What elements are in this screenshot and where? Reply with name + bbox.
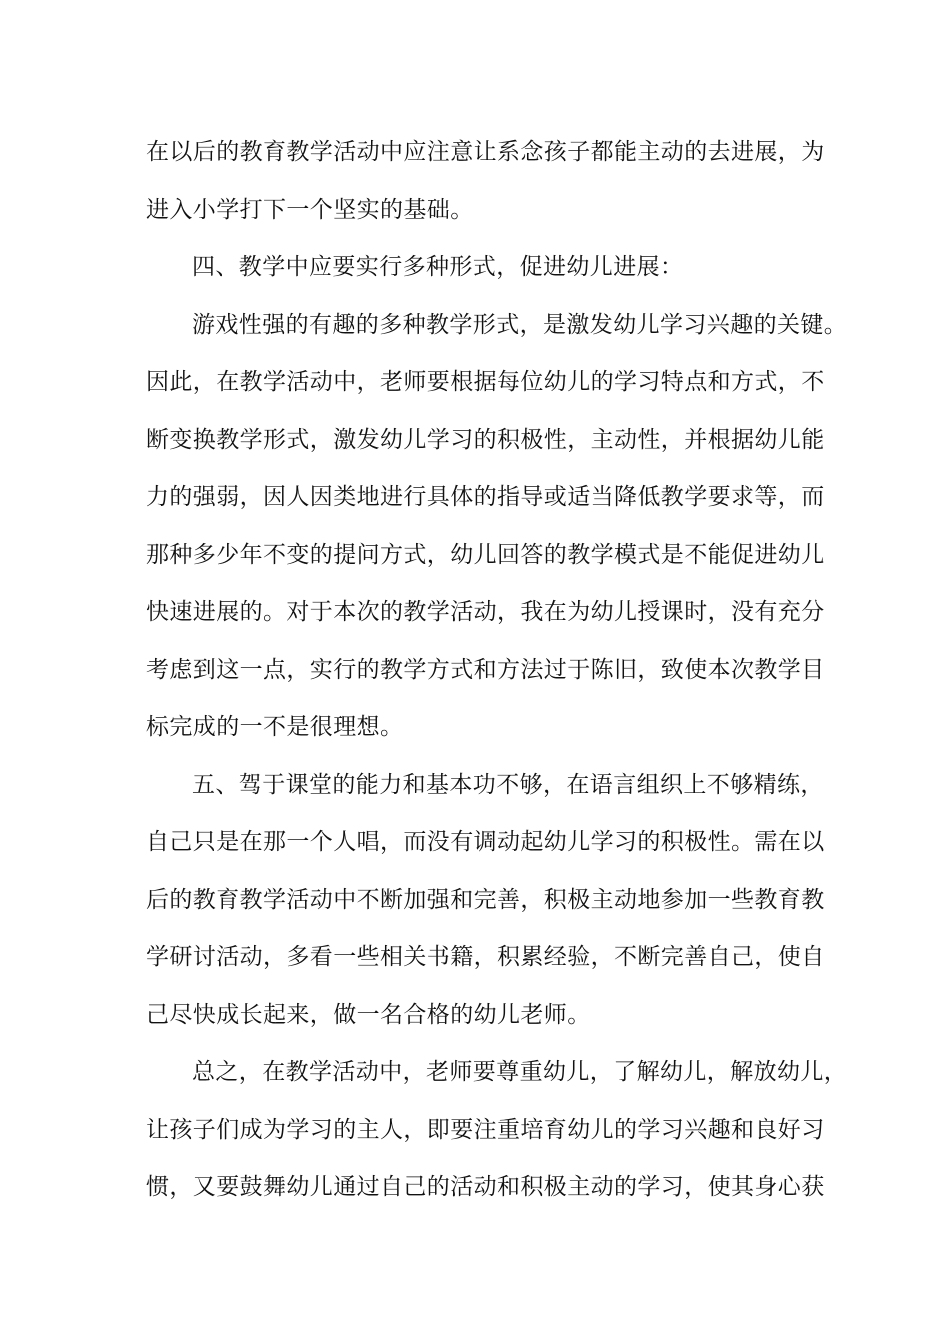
text-line: 游戏性强的有趣的多种教学形式，是激发幼儿学习兴趣的关键。 bbox=[192, 312, 848, 338]
text-line: 标完成的一不是很理想。 bbox=[146, 714, 404, 740]
text-line: 断变换教学形式，激发幼儿学习的积极性，主动性，并根据幼儿能 bbox=[146, 427, 825, 453]
text-line: 后的教育教学活动中不断加强和完善，积极主动地参加一些教育教 bbox=[146, 887, 825, 913]
text-line: 在以后的教育教学活动中应注意让系念孩子都能主动的去进展，为 bbox=[146, 139, 825, 165]
text-line: 因此，在教学活动中，老师要根据每位幼儿的学习特点和方式，不 bbox=[146, 369, 825, 395]
text-line: 进入小学打下一个坚实的基础。 bbox=[146, 197, 474, 223]
section-heading-5: 五、驾于课堂的能力和基本功不够，在语言组织上不够精练， bbox=[192, 772, 824, 798]
text-line: 学研讨活动，多看一些相关书籍，积累经验，不断完善自己，使自 bbox=[146, 944, 825, 970]
text-line: 那种多少年不变的提问方式，幼儿回答的教学模式是不能促进幼儿 bbox=[146, 542, 825, 568]
text-line: 快速进展的。对于本次的教学活动，我在为幼儿授课时，没有充分 bbox=[146, 599, 825, 625]
text-line: 惯，又要鼓舞幼儿通过自己的活动和积极主动的学习，使其身心获 bbox=[146, 1174, 825, 1200]
summary-paragraph-start: 总之，在教学活动中，老师要尊重幼儿，了解幼儿，解放幼儿， bbox=[192, 1059, 848, 1085]
text-line: 力的强弱，因人因类地进行具体的指导或适当降低教学要求等，而 bbox=[146, 484, 825, 510]
text-line: 考虑到这一点，实行的教学方式和方法过于陈旧，致使本次教学目 bbox=[146, 657, 825, 683]
text-line: 己尽快成长起来，做一名合格的幼儿老师。 bbox=[146, 1002, 591, 1028]
section-heading-4: 四、教学中应要实行多种形式，促进幼儿进展： bbox=[192, 254, 684, 280]
text-line: 自己只是在那一个人唱，而没有调动起幼儿学习的积极性。需在以 bbox=[146, 829, 825, 855]
text-line: 让孩子们成为学习的主人，即要注重培育幼儿的学习兴趣和良好习 bbox=[146, 1117, 825, 1143]
